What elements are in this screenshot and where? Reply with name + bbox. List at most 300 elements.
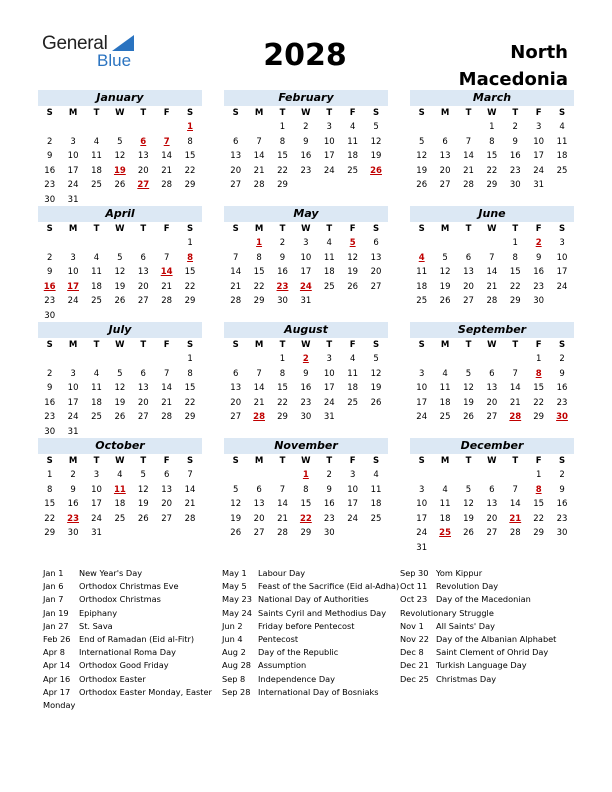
month-title: September — [410, 322, 574, 338]
day-cell: 6 — [465, 252, 472, 263]
weekday-header: M — [440, 456, 450, 466]
day-cell: 26 — [347, 281, 359, 292]
day-cell: 18 — [91, 165, 102, 176]
day-cell: 19 — [230, 513, 242, 524]
day-cell: 10 — [91, 484, 102, 495]
month-may — [224, 206, 388, 309]
day-cell: 30 — [323, 528, 335, 539]
weekday-header: T — [465, 456, 472, 466]
day-cell: 7 — [256, 368, 262, 379]
weekday-header: F — [349, 224, 356, 234]
day-cell: 12 — [370, 136, 382, 147]
day-cell: 21 — [161, 281, 173, 292]
weekday-header: T — [279, 108, 286, 118]
holiday-day-cell: 26 — [370, 165, 382, 176]
holiday-date: Sep 30 — [400, 568, 429, 578]
empty-day-cell — [410, 352, 433, 367]
day-cell: 15 — [184, 267, 196, 278]
country-line-2: Macedonia — [458, 69, 568, 90]
day-cell: 14 — [277, 499, 288, 510]
holiday-day-cell: 8 — [535, 368, 542, 379]
day-cell: 12 — [230, 499, 242, 510]
page-title-year: 2028 — [263, 38, 347, 73]
holiday-day-cell: 28 — [253, 412, 265, 423]
day-cell: 11 — [370, 484, 382, 495]
month-day-grid — [410, 222, 574, 309]
day-cell: 12 — [463, 499, 474, 510]
empty-day-cell — [61, 120, 84, 135]
weekday-header: W — [487, 108, 497, 118]
weekday-header: F — [163, 108, 170, 118]
day-cell: 15 — [253, 267, 265, 278]
holiday-date: Jun 2 — [222, 620, 243, 631]
day-cell: 5 — [442, 252, 448, 263]
day-cell: 3 — [326, 354, 332, 364]
day-cell: 9 — [303, 368, 309, 379]
day-cell: 25 — [91, 412, 102, 423]
weekday-header: T — [465, 340, 472, 350]
month-day-grid — [224, 338, 388, 425]
day-cell: 3 — [349, 470, 356, 480]
day-cell: 20 — [161, 499, 173, 510]
day-cell: 8 — [187, 368, 193, 379]
empty-day-cell — [433, 120, 456, 135]
day-cell: 7 — [489, 252, 495, 263]
day-cell: 16 — [323, 499, 335, 510]
day-cell: 28 — [161, 412, 173, 423]
day-cell: 27 — [439, 180, 451, 191]
day-cell: 15 — [44, 499, 56, 510]
weekday-header: T — [140, 456, 147, 466]
day-cell: 27 — [137, 296, 149, 307]
holiday-day-cell: 23 — [67, 513, 79, 524]
day-cell: 13 — [161, 484, 173, 495]
holiday-name: Christmas Day — [436, 673, 497, 684]
day-cell: 12 — [370, 368, 382, 379]
holiday-date: May 24 — [222, 607, 252, 618]
day-cell: 18 — [347, 383, 359, 394]
weekday-header: W — [301, 108, 311, 118]
month-day-grid — [38, 338, 202, 440]
empty-day-cell — [457, 468, 480, 483]
weekday-header: T — [326, 224, 333, 234]
day-cell: 5 — [373, 354, 379, 364]
holiday-day-cell: 6 — [140, 136, 147, 147]
day-cell: 7 — [232, 252, 239, 263]
holiday-item — [43, 580, 218, 593]
empty-day-cell — [61, 236, 84, 251]
empty-day-cell — [224, 468, 247, 483]
day-cell: 16 — [277, 267, 288, 278]
day-cell: 30 — [300, 412, 312, 423]
holiday-day-cell: 16 — [43, 281, 56, 292]
logo-blue-text: Blue — [97, 51, 132, 70]
day-cell: 1 — [512, 238, 518, 248]
day-cell: 9 — [46, 151, 53, 162]
empty-day-cell — [247, 468, 270, 483]
holiday-day-cell: 30 — [556, 412, 568, 423]
weekday-header: S — [418, 224, 425, 234]
day-cell: 17 — [347, 499, 359, 510]
holiday-name: Orthodox Good Friday — [79, 660, 169, 671]
day-cell: 26 — [439, 296, 451, 307]
day-cell: 17 — [91, 499, 102, 510]
holiday-day-cell: 2 — [302, 354, 309, 364]
day-cell: 19 — [114, 397, 126, 408]
day-cell: 20 — [439, 165, 451, 176]
day-cell: 12 — [347, 252, 359, 263]
day-cell: 11 — [91, 267, 102, 278]
weekday-header: W — [301, 224, 311, 234]
month-day-grid — [38, 106, 202, 208]
day-cell: 9 — [559, 484, 565, 495]
weekday-header: T — [93, 456, 100, 466]
weekday-header: F — [163, 456, 170, 466]
holiday-day-cell: 24 — [299, 281, 312, 292]
day-cell: 7 — [256, 136, 262, 147]
day-cell: 20 — [486, 397, 498, 408]
month-title: February — [224, 90, 388, 106]
day-cell: 7 — [512, 368, 518, 379]
day-cell: 8 — [279, 136, 286, 147]
month-november — [224, 438, 388, 541]
holiday-name: Orthodox Christmas — [79, 594, 161, 605]
holiday-date: Apr 8 — [43, 647, 65, 658]
day-cell: 6 — [442, 136, 448, 147]
holiday-name: Day of the Republic — [258, 647, 339, 658]
empty-day-cell — [85, 352, 108, 367]
day-cell: 27 — [230, 180, 242, 191]
day-cell: 29 — [300, 528, 312, 539]
holiday-day-cell: 14 — [160, 267, 173, 278]
logo-general-text: General — [42, 33, 108, 54]
day-cell: 7 — [163, 252, 170, 263]
day-cell: 16 — [44, 397, 56, 408]
day-cell: 3 — [326, 122, 332, 132]
day-cell: 14 — [463, 151, 474, 162]
day-cell: 19 — [137, 499, 149, 510]
day-cell: 30 — [533, 296, 545, 307]
day-cell: 21 — [161, 165, 173, 176]
day-cell: 5 — [232, 484, 239, 495]
day-cell: 28 — [277, 528, 288, 539]
day-cell: 13 — [439, 151, 451, 162]
weekday-header: W — [487, 340, 497, 350]
weekday-header: T — [279, 456, 286, 466]
day-cell: 24 — [416, 412, 428, 423]
day-cell: 2 — [326, 470, 332, 480]
day-cell: 19 — [114, 281, 126, 292]
day-cell: 18 — [91, 397, 102, 408]
weekday-header: T — [512, 340, 519, 350]
day-cell: 16 — [44, 165, 56, 176]
day-cell: 12 — [137, 484, 149, 495]
day-cell: 29 — [533, 412, 545, 423]
weekday-header: T — [512, 108, 519, 118]
weekday-header: S — [372, 224, 380, 234]
holiday-date: Jan 1 — [43, 568, 64, 578]
holiday-date: May 1 — [222, 568, 247, 578]
holiday-day-cell: 22 — [299, 513, 312, 524]
month-day-grid — [38, 222, 202, 324]
weekday-header: F — [535, 340, 542, 350]
empty-day-cell — [410, 236, 433, 251]
holiday-name: International Roma Day — [79, 647, 176, 658]
day-cell: 17 — [67, 165, 79, 176]
day-cell: 17 — [300, 267, 312, 278]
day-cell: 28 — [509, 528, 521, 539]
day-cell: 14 — [230, 267, 242, 278]
day-cell: 21 — [253, 397, 265, 408]
day-cell: 4 — [93, 136, 100, 147]
holiday-item — [43, 607, 218, 620]
month-title: March — [410, 90, 574, 106]
day-cell: 7 — [279, 484, 286, 495]
day-cell: 17 — [323, 383, 335, 394]
empty-day-cell — [410, 468, 433, 483]
weekday-header: M — [68, 108, 78, 118]
weekday-header: S — [186, 108, 194, 118]
holiday-item — [222, 686, 397, 699]
day-cell: 11 — [556, 136, 568, 147]
day-cell: 25 — [114, 513, 126, 524]
holiday-day-cell: 2 — [535, 238, 542, 248]
holiday-item — [43, 686, 218, 699]
holiday-date: May 23 — [222, 594, 252, 605]
month-day-grid — [410, 454, 574, 556]
day-cell: 19 — [370, 383, 382, 394]
weekday-header: S — [232, 224, 239, 234]
day-cell: 20 — [137, 397, 149, 408]
day-cell: 6 — [232, 368, 239, 379]
holiday-date: Jan 27 — [43, 620, 69, 631]
day-cell: 4 — [373, 470, 379, 480]
holiday-date: Feb 26 — [43, 634, 71, 645]
weekday-header: W — [301, 456, 311, 466]
holiday-day-cell: 5 — [349, 238, 356, 248]
day-cell: 4 — [117, 470, 123, 480]
weekday-header: W — [115, 224, 125, 234]
weekday-header: M — [440, 224, 450, 234]
day-cell: 24 — [67, 180, 79, 191]
weekday-header: S — [558, 340, 566, 350]
month-june — [410, 206, 574, 309]
day-cell: 22 — [277, 397, 288, 408]
day-cell: 7 — [163, 368, 170, 379]
day-cell: 26 — [114, 296, 126, 307]
empty-day-cell — [224, 236, 247, 251]
day-cell: 21 — [184, 499, 196, 510]
day-cell: 5 — [117, 136, 123, 147]
day-cell: 1 — [279, 354, 286, 364]
day-cell: 25 — [439, 412, 451, 423]
month-april — [38, 206, 202, 324]
day-cell: 24 — [323, 397, 335, 408]
weekday-header: T — [512, 224, 519, 234]
empty-day-cell — [155, 236, 178, 251]
day-cell: 10 — [323, 368, 335, 379]
day-cell: 10 — [416, 383, 428, 394]
weekday-header: S — [186, 456, 194, 466]
day-cell: 29 — [509, 296, 521, 307]
holiday-day-cell: 8 — [535, 484, 542, 495]
day-cell: 17 — [416, 397, 428, 408]
day-cell: 3 — [70, 136, 76, 147]
weekday-header: M — [440, 108, 450, 118]
day-cell: 29 — [533, 528, 545, 539]
day-cell: 15 — [184, 383, 196, 394]
day-cell: 13 — [486, 383, 498, 394]
day-cell: 12 — [439, 267, 451, 278]
day-cell: 11 — [91, 383, 102, 394]
weekday-header: S — [372, 456, 380, 466]
day-cell: 3 — [303, 238, 309, 248]
day-cell: 20 — [370, 267, 382, 278]
holiday-name: All Saints' Day — [436, 620, 495, 631]
day-cell: 23 — [300, 397, 312, 408]
day-cell: 7 — [512, 484, 518, 495]
holiday-day-cell: 28 — [509, 412, 522, 423]
empty-day-cell — [224, 120, 247, 135]
weekday-header: S — [186, 340, 194, 350]
day-cell: 19 — [416, 165, 428, 176]
day-cell: 18 — [416, 281, 428, 292]
weekday-header: W — [301, 340, 311, 350]
day-cell: 17 — [323, 151, 335, 162]
day-cell: 11 — [323, 252, 335, 263]
day-cell: 18 — [323, 267, 335, 278]
day-cell: 14 — [509, 499, 521, 510]
day-cell: 21 — [509, 397, 521, 408]
day-cell: 7 — [187, 470, 193, 480]
country-line-1: North — [510, 42, 568, 63]
month-title: July — [38, 322, 202, 338]
day-cell: 29 — [277, 412, 288, 423]
day-cell: 20 — [253, 513, 265, 524]
empty-day-cell — [38, 236, 61, 251]
empty-day-cell — [480, 352, 503, 367]
day-cell: 20 — [230, 165, 242, 176]
day-cell: 11 — [416, 267, 428, 278]
day-cell: 5 — [373, 122, 379, 132]
day-cell: 16 — [533, 267, 545, 278]
day-cell: 10 — [323, 136, 335, 147]
weekday-header: T — [93, 340, 100, 350]
empty-day-cell — [85, 120, 108, 135]
holiday-item — [400, 659, 575, 672]
holiday-date: Oct 23 — [400, 594, 428, 605]
day-cell: 16 — [300, 151, 312, 162]
day-cell: 15 — [533, 499, 545, 510]
day-cell: 20 — [230, 397, 242, 408]
holiday-day-cell: 7 — [163, 136, 170, 147]
weekday-header: F — [535, 108, 542, 118]
holiday-date: Dec 25 — [400, 673, 429, 684]
day-cell: 6 — [140, 368, 146, 379]
holiday-item — [222, 607, 397, 620]
day-cell: 16 — [556, 499, 568, 510]
day-cell: 1 — [46, 470, 53, 480]
day-cell: 28 — [486, 296, 498, 307]
day-cell: 2 — [303, 122, 309, 132]
month-february — [224, 90, 388, 193]
day-cell: 2 — [512, 122, 518, 132]
day-cell: 15 — [300, 499, 312, 510]
day-cell: 4 — [559, 122, 565, 132]
day-cell: 22 — [184, 165, 196, 176]
day-cell: 24 — [67, 412, 79, 423]
holiday-name: Turkish Language Day — [436, 660, 527, 671]
day-cell: 9 — [326, 484, 332, 495]
holiday-name: International Day of Bosniaks — [258, 686, 379, 697]
day-cell: 23 — [323, 513, 335, 524]
weekday-header: S — [558, 224, 566, 234]
day-cell: 1 — [535, 354, 542, 364]
holiday-name: Day of the Macedonian — [436, 594, 531, 605]
day-cell: 24 — [533, 165, 545, 176]
empty-day-cell — [85, 236, 108, 251]
weekday-header: T — [326, 108, 333, 118]
empty-day-cell — [433, 468, 456, 483]
day-cell: 13 — [253, 499, 265, 510]
month-title: June — [410, 206, 574, 222]
month-title: October — [38, 438, 202, 454]
holiday-name: Friday before Pentecost — [258, 620, 355, 631]
day-cell: 2 — [46, 136, 53, 147]
month-title: December — [410, 438, 574, 454]
day-cell: 8 — [512, 252, 518, 263]
day-cell: 21 — [463, 165, 474, 176]
weekday-header: T — [326, 340, 333, 350]
day-cell: 12 — [114, 383, 126, 394]
day-cell: 27 — [230, 412, 242, 423]
holiday-item — [222, 567, 397, 580]
holiday-date: Sep 28 — [222, 686, 251, 697]
holiday-item — [43, 633, 218, 646]
month-october — [38, 438, 202, 541]
day-cell: 13 — [230, 383, 242, 394]
day-cell: 29 — [253, 296, 265, 307]
day-cell: 29 — [277, 180, 288, 191]
weekday-header: F — [535, 456, 542, 466]
day-cell: 20 — [463, 281, 474, 292]
day-cell: 25 — [370, 513, 382, 524]
day-cell: 10 — [347, 484, 359, 495]
day-cell: 31 — [300, 296, 312, 307]
holiday-day-cell: 11 — [113, 484, 126, 495]
day-cell: 24 — [91, 513, 102, 524]
holiday-name-continued: Revolutionary Struggle — [400, 607, 494, 618]
holiday-item — [400, 593, 575, 606]
day-cell: 22 — [509, 281, 521, 292]
day-cell: 31 — [67, 426, 79, 437]
holiday-name: Orthodox Christmas Eve — [79, 581, 179, 592]
holiday-date: Jan 7 — [43, 594, 64, 605]
day-cell: 25 — [556, 165, 568, 176]
day-cell: 19 — [347, 267, 359, 278]
weekday-header: M — [68, 224, 78, 234]
day-cell: 16 — [556, 383, 568, 394]
day-cell: 3 — [70, 252, 76, 263]
day-cell: 24 — [67, 296, 79, 307]
holiday-name: Independence Day — [258, 673, 335, 684]
day-cell: 5 — [117, 252, 123, 263]
holiday-day-cell: 27 — [137, 180, 150, 191]
holiday-name: Saints Cyril and Methodius Day — [258, 607, 387, 618]
weekday-header: F — [163, 340, 170, 350]
weekday-header: S — [46, 340, 53, 350]
day-cell: 30 — [67, 528, 79, 539]
